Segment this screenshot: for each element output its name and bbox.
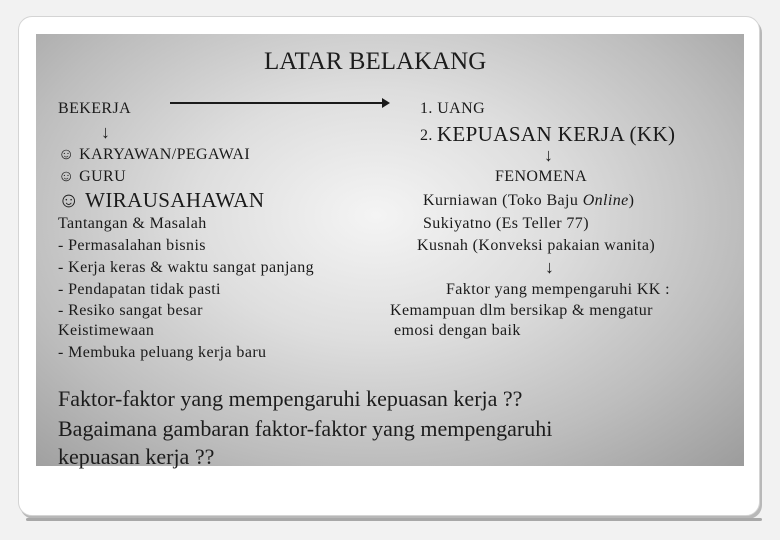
tantangan-heading: Tantangan & Masalah (58, 215, 207, 232)
kemampuan-line: Kemampuan dlm bersikap & mengatur (390, 302, 653, 319)
faktor-line: Faktor yang mempengaruhi KK : (446, 281, 670, 298)
sukiyatno-line: Sukiyatno (Es Teller 77) (423, 215, 589, 232)
fenomena-label: FENOMENA (495, 168, 588, 185)
down-arrow-icon: ↓ (545, 257, 555, 277)
tantangan-item: - Pendapatan tidak pasti (58, 281, 221, 298)
right-arrow-line (170, 102, 384, 104)
question-line: Faktor-faktor yang mempengaruhi kepuasan kerja ?? (58, 386, 523, 411)
keistimewaan-item: - Membuka peluang kerja baru (58, 344, 267, 361)
kepuasan-text: KEPUASAN KERJA (KK) (436, 122, 676, 146)
tantangan-item: - Kerja keras & waktu sangat panjang (58, 259, 315, 276)
kepuasan-item (420, 122, 675, 147)
keistimewaan-heading: Keistimewaan (58, 322, 155, 339)
kusnah-line: Kusnah (Konveksi pakaian wanita) (417, 237, 656, 254)
bottom-divider (26, 518, 762, 521)
down-arrow-icon: ↓ (101, 122, 111, 142)
question-line: kepuasan kerja ?? (58, 444, 215, 469)
question-line: Bagaimana gambaran faktor-faktor yang mempengaruhi (58, 416, 553, 441)
tantangan-item: - Permasalahan bisnis (58, 237, 206, 254)
emosi-line: emosi dengan baik (394, 322, 521, 339)
down-arrow-icon: ↓ (544, 145, 554, 165)
kurniawan-prefix: Kurniawan (Toko Baju (423, 192, 583, 209)
kurniawan-line (423, 192, 634, 210)
kurniawan-suffix: ) (628, 192, 635, 209)
uang-item: 1. UANG (420, 100, 486, 117)
kurniawan-online: Online (582, 192, 629, 209)
karyawan-item: ☺ KARYAWAN/PEGAWAI (58, 146, 251, 163)
guru-item: ☺ GURU (58, 168, 127, 185)
bekerja-label: BEKERJA (58, 100, 132, 117)
kepuasan-number: 2. (420, 127, 433, 144)
slide-title: LATAR BELAKANG (264, 48, 487, 75)
wirausaha-item: ☺ WIRAUSAHAWAN (58, 188, 265, 212)
tantangan-item: - Resiko sangat besar (58, 302, 203, 319)
right-arrow-icon (382, 98, 390, 108)
